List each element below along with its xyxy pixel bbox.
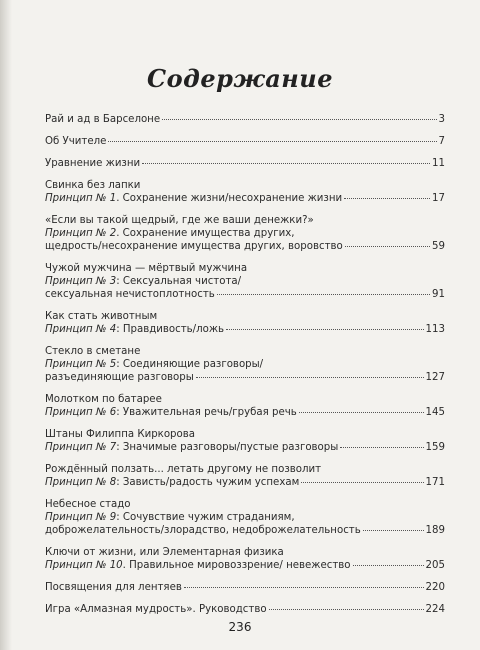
toc-line-text: Стекло в сметане	[45, 346, 141, 357]
toc-entry	[45, 310, 445, 336]
table-of-contents	[45, 113, 445, 625]
toc-entry	[45, 463, 445, 489]
dot-leader	[363, 530, 424, 531]
toc-entry	[45, 179, 445, 205]
toc-entry-title: . Сохранение жизни/несохранение жизни	[116, 193, 343, 204]
toc-entry-text	[45, 559, 351, 572]
dot-leader	[226, 329, 424, 330]
toc-line-text: . Сохранение имущества других,	[116, 228, 295, 239]
toc-entry-title: Игра «Алмазная мудрость». Руководство	[45, 604, 267, 615]
toc-entry-title: : Зависть/радость чужим успехам	[116, 477, 300, 488]
toc-entry	[45, 393, 445, 419]
toc-leader-line	[45, 406, 445, 419]
toc-leader-line	[45, 441, 445, 454]
toc-line	[45, 546, 445, 559]
toc-line-text: Рождённый ползать... летать другому не позволит	[45, 464, 322, 475]
toc-entry	[45, 113, 445, 126]
toc-leader-line	[45, 192, 445, 205]
page-title: Содержание	[147, 64, 333, 93]
toc-leader-line	[45, 559, 445, 572]
page-edge-shadow	[0, 0, 12, 650]
toc-line	[45, 262, 445, 275]
toc-line	[45, 310, 445, 323]
toc-page-number: 171	[425, 477, 445, 488]
toc-line-text: : Соединяющие разговоры/	[116, 359, 264, 370]
toc-entry-text	[45, 288, 215, 301]
toc-leader-line	[45, 135, 445, 148]
toc-line	[45, 345, 445, 358]
principle-label: Принцип № 4	[45, 324, 117, 335]
toc-leader-line	[45, 240, 445, 253]
principle-label: Принцип № 5	[45, 359, 117, 370]
toc-entry-text	[45, 524, 361, 537]
toc-entry-text	[45, 323, 224, 336]
dot-leader	[345, 246, 430, 247]
toc-line	[45, 393, 445, 406]
toc-page-number: 220	[425, 582, 445, 593]
principle-label: Принцип № 7	[45, 442, 117, 453]
principle-label: Принцип № 6	[45, 407, 117, 418]
toc-page-number: 224	[425, 604, 445, 615]
dot-leader	[344, 198, 430, 199]
dot-leader	[340, 447, 423, 448]
toc-entry-text	[45, 113, 160, 126]
toc-entry	[45, 498, 445, 537]
toc-leader-line	[45, 603, 445, 616]
principle-label: Принцип № 1	[45, 193, 117, 204]
toc-entry-title: : Значимые разговоры/пустые разговоры	[116, 442, 339, 453]
toc-entry	[45, 345, 445, 384]
toc-entry-title: щедрость/несохранение имущества других, воровство	[45, 241, 343, 252]
toc-entry	[45, 262, 445, 301]
toc-line-text: : Сексуальная чистота/	[116, 276, 242, 287]
toc-leader-line	[45, 476, 445, 489]
toc-entry-text	[45, 371, 194, 384]
toc-page-number: 91	[432, 289, 445, 300]
toc-entry	[45, 157, 445, 170]
toc-line-text: Небесное стадо	[45, 499, 131, 510]
toc-page-number: 59	[432, 241, 445, 252]
toc-entry-text	[45, 476, 299, 489]
toc-page-number: 3	[438, 114, 445, 125]
dot-leader	[142, 163, 430, 164]
dot-leader	[353, 565, 424, 566]
toc-line-text: : Сочувствие чужим страданиям,	[116, 512, 295, 523]
toc-page-number: 113	[425, 324, 445, 335]
dot-leader	[108, 141, 436, 142]
toc-line-text: «Если вы такой щедрый, где же ваши денежки?»	[45, 215, 314, 226]
toc-line	[45, 498, 445, 511]
dot-leader	[299, 412, 424, 413]
toc-line-text: Ключи от жизни, или Элементарная физика	[45, 547, 284, 558]
toc-line-text: Молотком по батарее	[45, 394, 162, 405]
dot-leader	[196, 377, 424, 378]
toc-page-number: 205	[425, 560, 445, 571]
toc-entry-title: . Правильное мировоззрение/ невежество	[122, 560, 351, 571]
toc-line	[45, 428, 445, 441]
toc-entry-title: : Уважительная речь/грубая речь	[116, 407, 297, 418]
toc-page-number: 11	[432, 158, 445, 169]
toc-entry	[45, 214, 445, 253]
toc-entry-title: разъединяющие разговоры	[45, 372, 194, 383]
toc-entry-text	[45, 581, 182, 594]
toc-leader-line	[45, 323, 445, 336]
toc-entry-text	[45, 157, 140, 170]
toc-entry	[45, 546, 445, 572]
toc-page-number: 7	[438, 136, 445, 147]
toc-line-text: Чужой мужчина — мёртвый мужчина	[45, 263, 248, 274]
page-number: 236	[228, 620, 252, 634]
toc-line-text: Как стать животным	[45, 311, 158, 322]
toc-entry	[45, 581, 445, 594]
toc-entry-text	[45, 135, 106, 148]
toc-entry-title: Уравнение жизни	[45, 158, 141, 169]
toc-page-number: 159	[425, 442, 445, 453]
principle-label: Принцип № 8	[45, 477, 117, 488]
principle-label: Принцип № 3	[45, 276, 117, 287]
toc-entry-text	[45, 603, 267, 616]
toc-entry-title: Рай и ад в Барселоне	[45, 114, 161, 125]
toc-leader-line	[45, 113, 445, 126]
toc-line-text: Свинка без лапки	[45, 180, 141, 191]
toc-line	[45, 275, 445, 288]
toc-entry-text	[45, 240, 343, 253]
toc-line-text: Штаны Филиппа Киркорова	[45, 429, 195, 440]
toc-page-number: 17	[432, 193, 445, 204]
toc-leader-line	[45, 524, 445, 537]
toc-entry	[45, 428, 445, 454]
principle-label: Принцип № 10	[45, 560, 123, 571]
toc-entry-title: Посвящения для лентяев	[45, 582, 182, 593]
dot-leader	[184, 587, 424, 588]
toc-leader-line	[45, 581, 445, 594]
toc-entry-title: : Правдивость/ложь	[116, 324, 225, 335]
toc-line	[45, 511, 445, 524]
toc-entry	[45, 135, 445, 148]
toc-entry-text	[45, 192, 342, 205]
principle-label: Принцип № 9	[45, 512, 117, 523]
dot-leader	[269, 609, 424, 610]
toc-page-number: 127	[425, 372, 445, 383]
toc-leader-line	[45, 371, 445, 384]
toc-line	[45, 463, 445, 476]
toc-line	[45, 227, 445, 240]
toc-page-number: 189	[425, 525, 445, 536]
toc-entry-title: Об Учителе	[45, 136, 107, 147]
toc-entry	[45, 603, 445, 616]
toc-line	[45, 358, 445, 371]
toc-leader-line	[45, 288, 445, 301]
dot-leader	[162, 119, 436, 120]
toc-line	[45, 179, 445, 192]
dot-leader	[301, 482, 423, 483]
toc-entry-text	[45, 406, 297, 419]
toc-line	[45, 214, 445, 227]
toc-entry-title: сексуальная нечистоплотность	[45, 289, 215, 300]
toc-entry-text	[45, 441, 338, 454]
principle-label: Принцип № 2	[45, 228, 117, 239]
dot-leader	[217, 294, 430, 295]
toc-leader-line	[45, 157, 445, 170]
toc-entry-title: доброжелательность/злорадство, недоброжелательность	[45, 525, 361, 536]
toc-page-number: 145	[425, 407, 445, 418]
